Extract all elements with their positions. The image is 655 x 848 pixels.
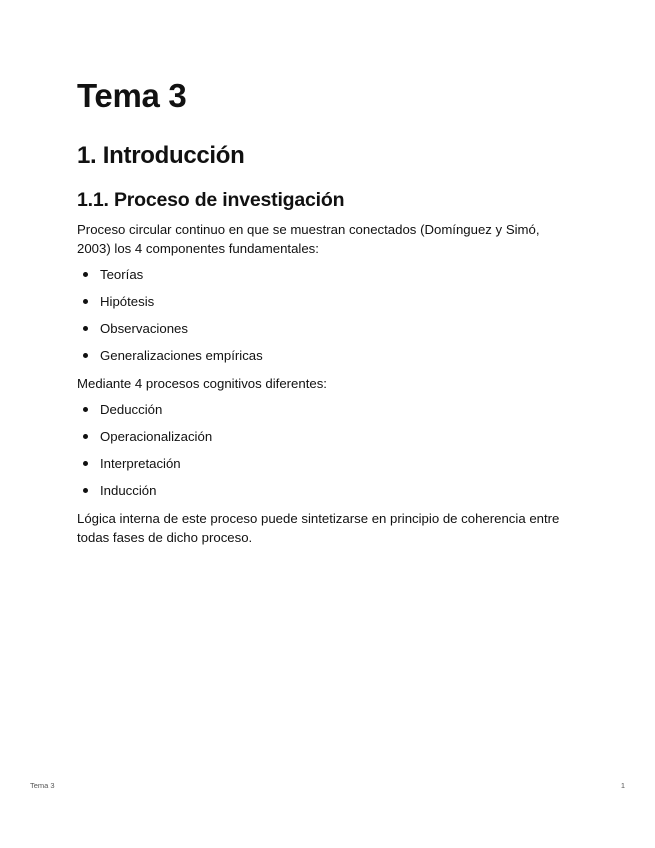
list-item-text: Deducción	[100, 402, 163, 417]
document-title: Tema 3	[77, 77, 187, 114]
bullet-icon	[83, 299, 88, 304]
list-item-text: Operacionalización	[100, 429, 213, 444]
footer-page-number: 1	[620, 781, 625, 790]
bullet-icon	[83, 488, 88, 493]
closing-paragraph: Lógica interna de este proceso puede sintetizarse en principio de coherencia entre todas fases de dicho proceso.	[77, 511, 560, 545]
subsection-heading: 1.1. Proceso de investigación	[77, 189, 345, 211]
list-item-text: Inducción	[100, 483, 157, 498]
list-item	[77, 293, 263, 320]
list-item-text: Interpretación	[100, 456, 181, 471]
bullet-icon	[83, 434, 88, 439]
list-item	[77, 320, 263, 347]
bullet-icon	[83, 461, 88, 466]
processes-paragraph: Mediante 4 procesos cognitivos diferentes:	[77, 376, 327, 391]
processes-list	[77, 401, 212, 509]
bullet-icon	[83, 407, 88, 412]
components-list	[77, 266, 263, 374]
list-item	[77, 455, 212, 482]
list-item-text: Teorías	[100, 267, 144, 282]
list-item-text: Observaciones	[100, 321, 188, 336]
list-item	[77, 428, 212, 455]
list-item	[77, 401, 212, 428]
list-item	[77, 482, 212, 509]
section-heading: 1. Introducción	[77, 142, 245, 169]
footer-document-title: Tema 3	[30, 781, 55, 790]
list-item-text: Generalizaciones empíricas	[100, 348, 263, 363]
list-item	[77, 347, 263, 374]
intro-paragraph: Proceso circular continuo en que se muestran conectados (Domínguez y Simó, 2003) los 4 componentes fundamentales:	[77, 222, 540, 256]
bullet-icon	[83, 353, 88, 358]
list-item-text: Hipótesis	[100, 294, 155, 309]
bullet-icon	[83, 272, 88, 277]
list-item	[77, 266, 263, 293]
bullet-icon	[83, 326, 88, 331]
